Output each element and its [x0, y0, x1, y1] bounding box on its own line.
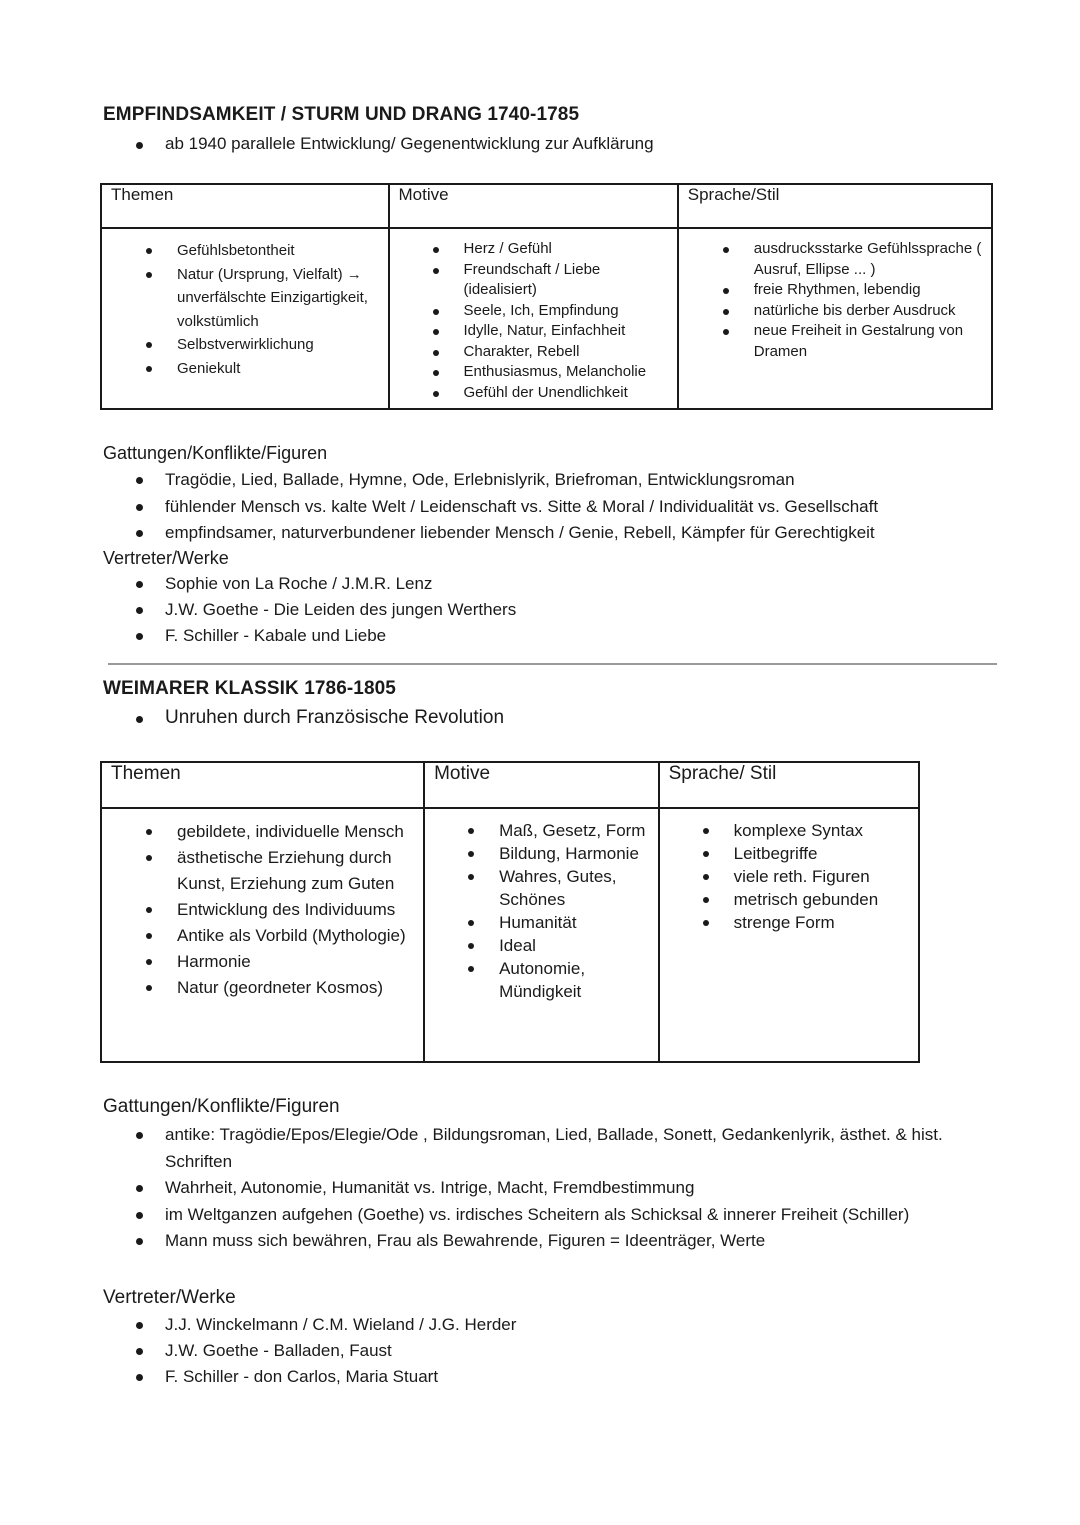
table-header-motive: Motive	[424, 762, 659, 808]
list-item: J.J. Winckelmann / C.M. Wieland / J.G. Herder	[100, 1312, 516, 1338]
list-item: natürliche bis derber Ausdruck	[679, 301, 991, 322]
list-item: Leitbegriffe	[660, 842, 918, 865]
list-item: Gefühl der Unendlichkeit	[390, 383, 677, 404]
list-item: Natur (Ursprung, Vielfalt) → unverfälschte Einzigartigkeit, volkstümlich	[102, 263, 388, 334]
sprache-cell	[659, 808, 919, 1062]
list-item: Entwicklung des Individuums	[102, 897, 423, 923]
list-item: antike: Tragödie/Epos/Elegie/Ode , Bildungsroman, Lied, Ballade, Sonett, Gedankenlyrik, ästhet. & hist. Schriften	[100, 1122, 1000, 1175]
list-item: J.W. Goethe - Die Leiden des jungen Werthers	[100, 597, 516, 623]
list-item: J.W. Goethe - Balladen, Faust	[100, 1338, 516, 1364]
list-item: viele reth. Figuren	[660, 865, 918, 888]
list-item: Seele, Ich, Empfindung	[390, 301, 677, 322]
list-item: Unruhen durch Französische Revolution	[100, 705, 504, 731]
list-item: strenge Form	[660, 911, 918, 934]
list-item: im Weltganzen aufgehen (Goethe) vs. irdisches Scheitern als Schicksal & innerer Freiheit (Schiller)	[100, 1202, 1000, 1229]
list-item: empfindsamer, naturverbundener liebender Mensch / Genie, Rebell, Kämpfer für Gerechtigkeit	[100, 520, 1000, 547]
section1-vertreter-label: Vertreter/Werke	[103, 548, 229, 568]
list-item: Humanität	[425, 911, 658, 934]
section2-title: WEIMARER KLASSIK 1786-1805	[103, 678, 396, 699]
list-item: gebildete, individuelle Mensch	[102, 819, 423, 845]
sprache-cell	[678, 228, 992, 409]
list-item: fühlender Mensch vs. kalte Welt / Leidenschaft vs. Sitte & Moral / Individualität vs. Gesellschaft	[100, 494, 1000, 521]
table-header-themen: Themen	[101, 762, 424, 808]
list-item: Selbstverwirklichung	[102, 333, 388, 357]
list-item: Mann muss sich bewähren, Frau als Bewahrende, Figuren = Ideenträger, Werte	[100, 1228, 1000, 1255]
list-item: Wahrheit, Autonomie, Humanität vs. Intrige, Macht, Fremdbestimmung	[100, 1175, 1000, 1202]
themen-cell	[101, 228, 389, 409]
list-item: neue Freiheit in Gestalrung von Dramen	[679, 321, 991, 362]
section2-vertreter-list	[100, 1312, 516, 1390]
list-item: Harmonie	[102, 949, 423, 975]
table-header-themen: Themen	[101, 184, 389, 228]
list-item: Bildung, Harmonie	[425, 842, 658, 865]
section2-table	[100, 761, 920, 1063]
themen-cell	[101, 808, 424, 1062]
section1-table	[100, 183, 993, 410]
section1-gattungen-list	[100, 467, 1000, 547]
list-item: ausdrucksstarke Gefühlssprache ( Ausruf, Ellipse ... )	[679, 239, 991, 280]
section1-gattungen-label: Gattungen/Konflikte/Figuren	[103, 443, 328, 463]
table-header-sprache: Sprache/ Stil	[659, 762, 919, 808]
list-item: Charakter, Rebell	[390, 342, 677, 363]
list-item: Tragödie, Lied, Ballade, Hymne, Ode, Erlebnislyrik, Briefroman, Entwicklungsroman	[100, 467, 1000, 494]
section1-title: EMPFINDSAMKEIT / STURM UND DRANG 1740-1785	[103, 104, 580, 125]
list-item: metrisch gebunden	[660, 888, 918, 911]
list-item: Natur (geordneter Kosmos)	[102, 975, 423, 1001]
section1-intro	[100, 132, 654, 156]
list-item: ästhetische Erziehung durch Kunst, Erziehung zum Guten	[102, 845, 423, 897]
section2-gattungen-label: Gattungen/Konflikte/Figuren	[103, 1096, 340, 1117]
section2-gattungen-list	[100, 1122, 1000, 1255]
list-item: Geniekult	[102, 357, 388, 381]
list-item: Maß, Gesetz, Form	[425, 819, 658, 842]
list-item: Freundschaft / Liebe (idealisiert)	[390, 260, 677, 301]
section1-vertreter-list	[100, 571, 516, 649]
list-item: freie Rhythmen, lebendig	[679, 280, 991, 301]
section2-vertreter-label: Vertreter/Werke	[103, 1287, 236, 1308]
list-item: Sophie von La Roche / J.M.R. Lenz	[100, 571, 516, 597]
table-header-sprache: Sprache/Stil	[678, 184, 992, 228]
section2-intro	[100, 705, 504, 731]
list-item: Wahres, Gutes, Schönes	[425, 865, 658, 911]
list-item: Idylle, Natur, Einfachheit	[390, 321, 677, 342]
list-item: F. Schiller - Kabale und Liebe	[100, 623, 516, 649]
list-item: Autonomie, Mündigkeit	[425, 957, 658, 1003]
list-item: Herz / Gefühl	[390, 239, 677, 260]
list-item: Gefühlsbetontheit	[102, 239, 388, 263]
list-item: Enthusiasmus, Melancholie	[390, 362, 677, 383]
section-divider	[108, 663, 997, 665]
motive-cell	[424, 808, 659, 1062]
list-item: Ideal	[425, 934, 658, 957]
table-header-motive: Motive	[389, 184, 678, 228]
list-item: ab 1940 parallele Entwicklung/ Gegenentwicklung zur Aufklärung	[100, 132, 654, 156]
list-item: Antike als Vorbild (Mythologie)	[102, 923, 423, 949]
list-item: komplexe Syntax	[660, 819, 918, 842]
motive-cell	[389, 228, 678, 409]
list-item: F. Schiller - don Carlos, Maria Stuart	[100, 1364, 516, 1390]
